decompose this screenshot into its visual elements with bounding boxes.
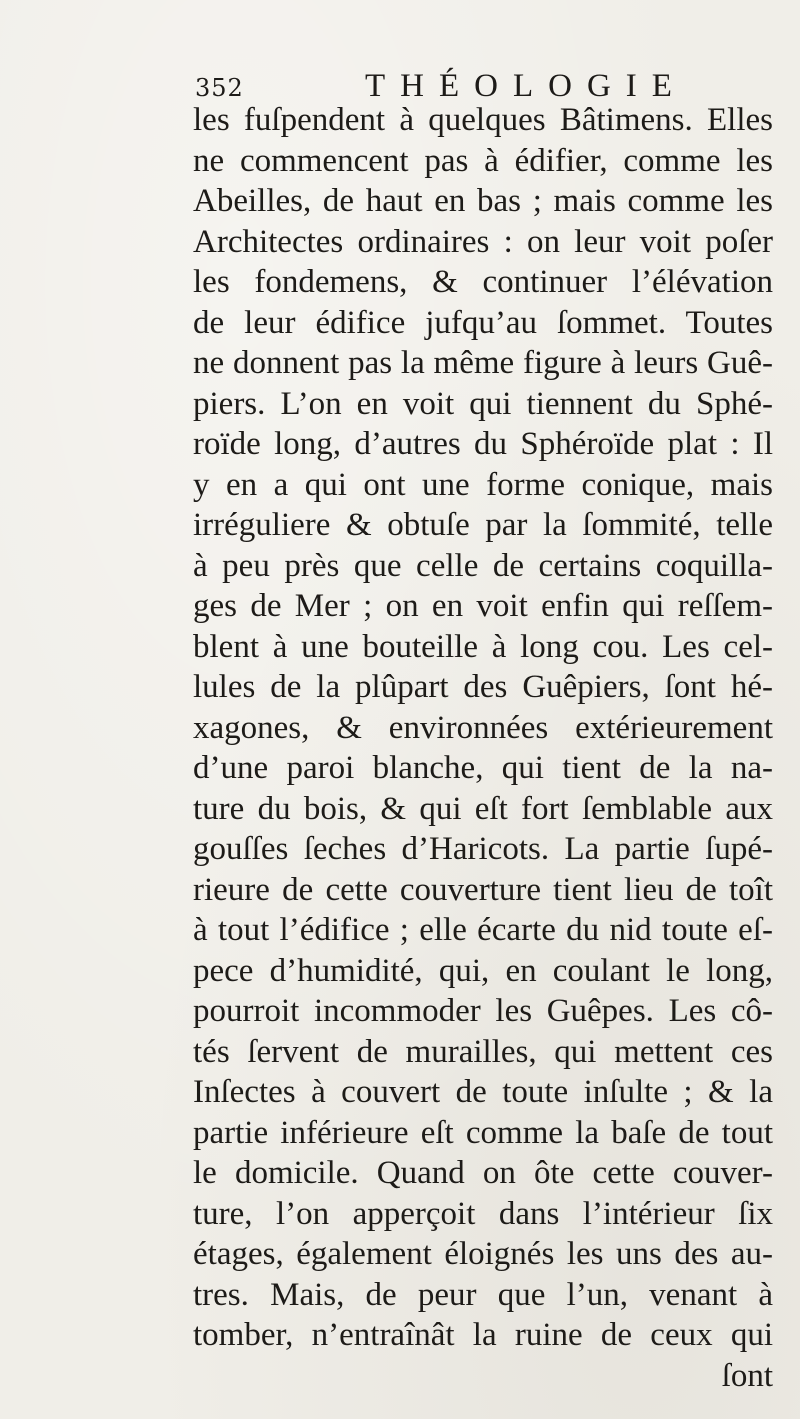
text-line: y en a qui ont une forme conique, mais	[193, 466, 773, 503]
text-line: pece d’humidité, qui, en coulant le long,	[193, 952, 773, 989]
text-line: Architectes ordinaires : on leur voit poſer	[193, 223, 773, 260]
text-line: les fondemens, & continuer l’élévation	[193, 264, 773, 300]
text-line: tomber, n’entraînât la ruine de ceux qui	[193, 1317, 773, 1353]
text-line: rieure de cette couverture tient lieu de toît	[193, 871, 773, 908]
text-line: ne commencent pas à édifier, comme les	[193, 142, 773, 179]
text-line: partie inférieure eſt comme la baſe de tout	[193, 1114, 773, 1151]
text-line: ture du bois, & qui eſt fort ſemblable aux	[193, 790, 773, 827]
text-line: ges de Mer ; on en voit enfin qui reſſem-	[193, 588, 773, 624]
page-number: 352	[195, 74, 244, 102]
text-line: tres. Mais, de peur que l’un, venant à	[193, 1276, 773, 1313]
text-line: lules de la plûpart des Guêpiers, ſont hé-	[193, 669, 773, 705]
text-line: xagones, & environnées extérieurement	[193, 709, 773, 746]
text-line: ture, l’on apperçoit dans l’intérieur ſix	[193, 1195, 773, 1232]
text-line: de leur édifice jufqu’au ſommet. Toutes	[193, 304, 773, 341]
running-head: THÉOLOGIE	[365, 68, 687, 104]
text-line: ne donnent pas la même figure à leurs Guê-	[193, 345, 773, 381]
text-line: Abeilles, de haut en bas ; mais comme les	[193, 183, 773, 219]
body-text	[193, 100, 773, 1396]
text-line: pourroit incommoder les Guêpes. Les cô-	[193, 993, 773, 1029]
catchword: ſont	[721, 1357, 773, 1394]
text-line: à tout l’édifice ; elle écarte du nid toute eſ-	[193, 912, 773, 948]
text-line: étages, également éloignés les uns des au-	[193, 1236, 773, 1272]
text-line: les fuſpendent à quelques Bâtimens. Elles	[193, 102, 773, 138]
text-line: le domicile. Quand on ôte cette couver-	[193, 1155, 773, 1191]
text-line: tés ſervent de murailles, qui mettent ces	[193, 1033, 773, 1070]
text-line: d’une paroi blanche, qui tient de la na-	[193, 750, 773, 786]
text-line: roïde long, d’autres du Sphéroïde plat : Il	[193, 426, 773, 462]
text-line: gouſſes ſeches d’Haricots. La partie ſupé-	[193, 831, 773, 867]
text-line: Inſectes à couvert de toute inſulte ; & la	[193, 1074, 773, 1110]
text-line: blent à une bouteille à long cou. Les cel-	[193, 628, 773, 665]
text-line: piers. L’on en voit qui tiennent du Sphé-	[193, 385, 773, 422]
text-line: à peu près que celle de certains coquilla-	[193, 547, 773, 584]
text-line: irréguliere & obtuſe par la ſommité, telle	[193, 507, 773, 543]
